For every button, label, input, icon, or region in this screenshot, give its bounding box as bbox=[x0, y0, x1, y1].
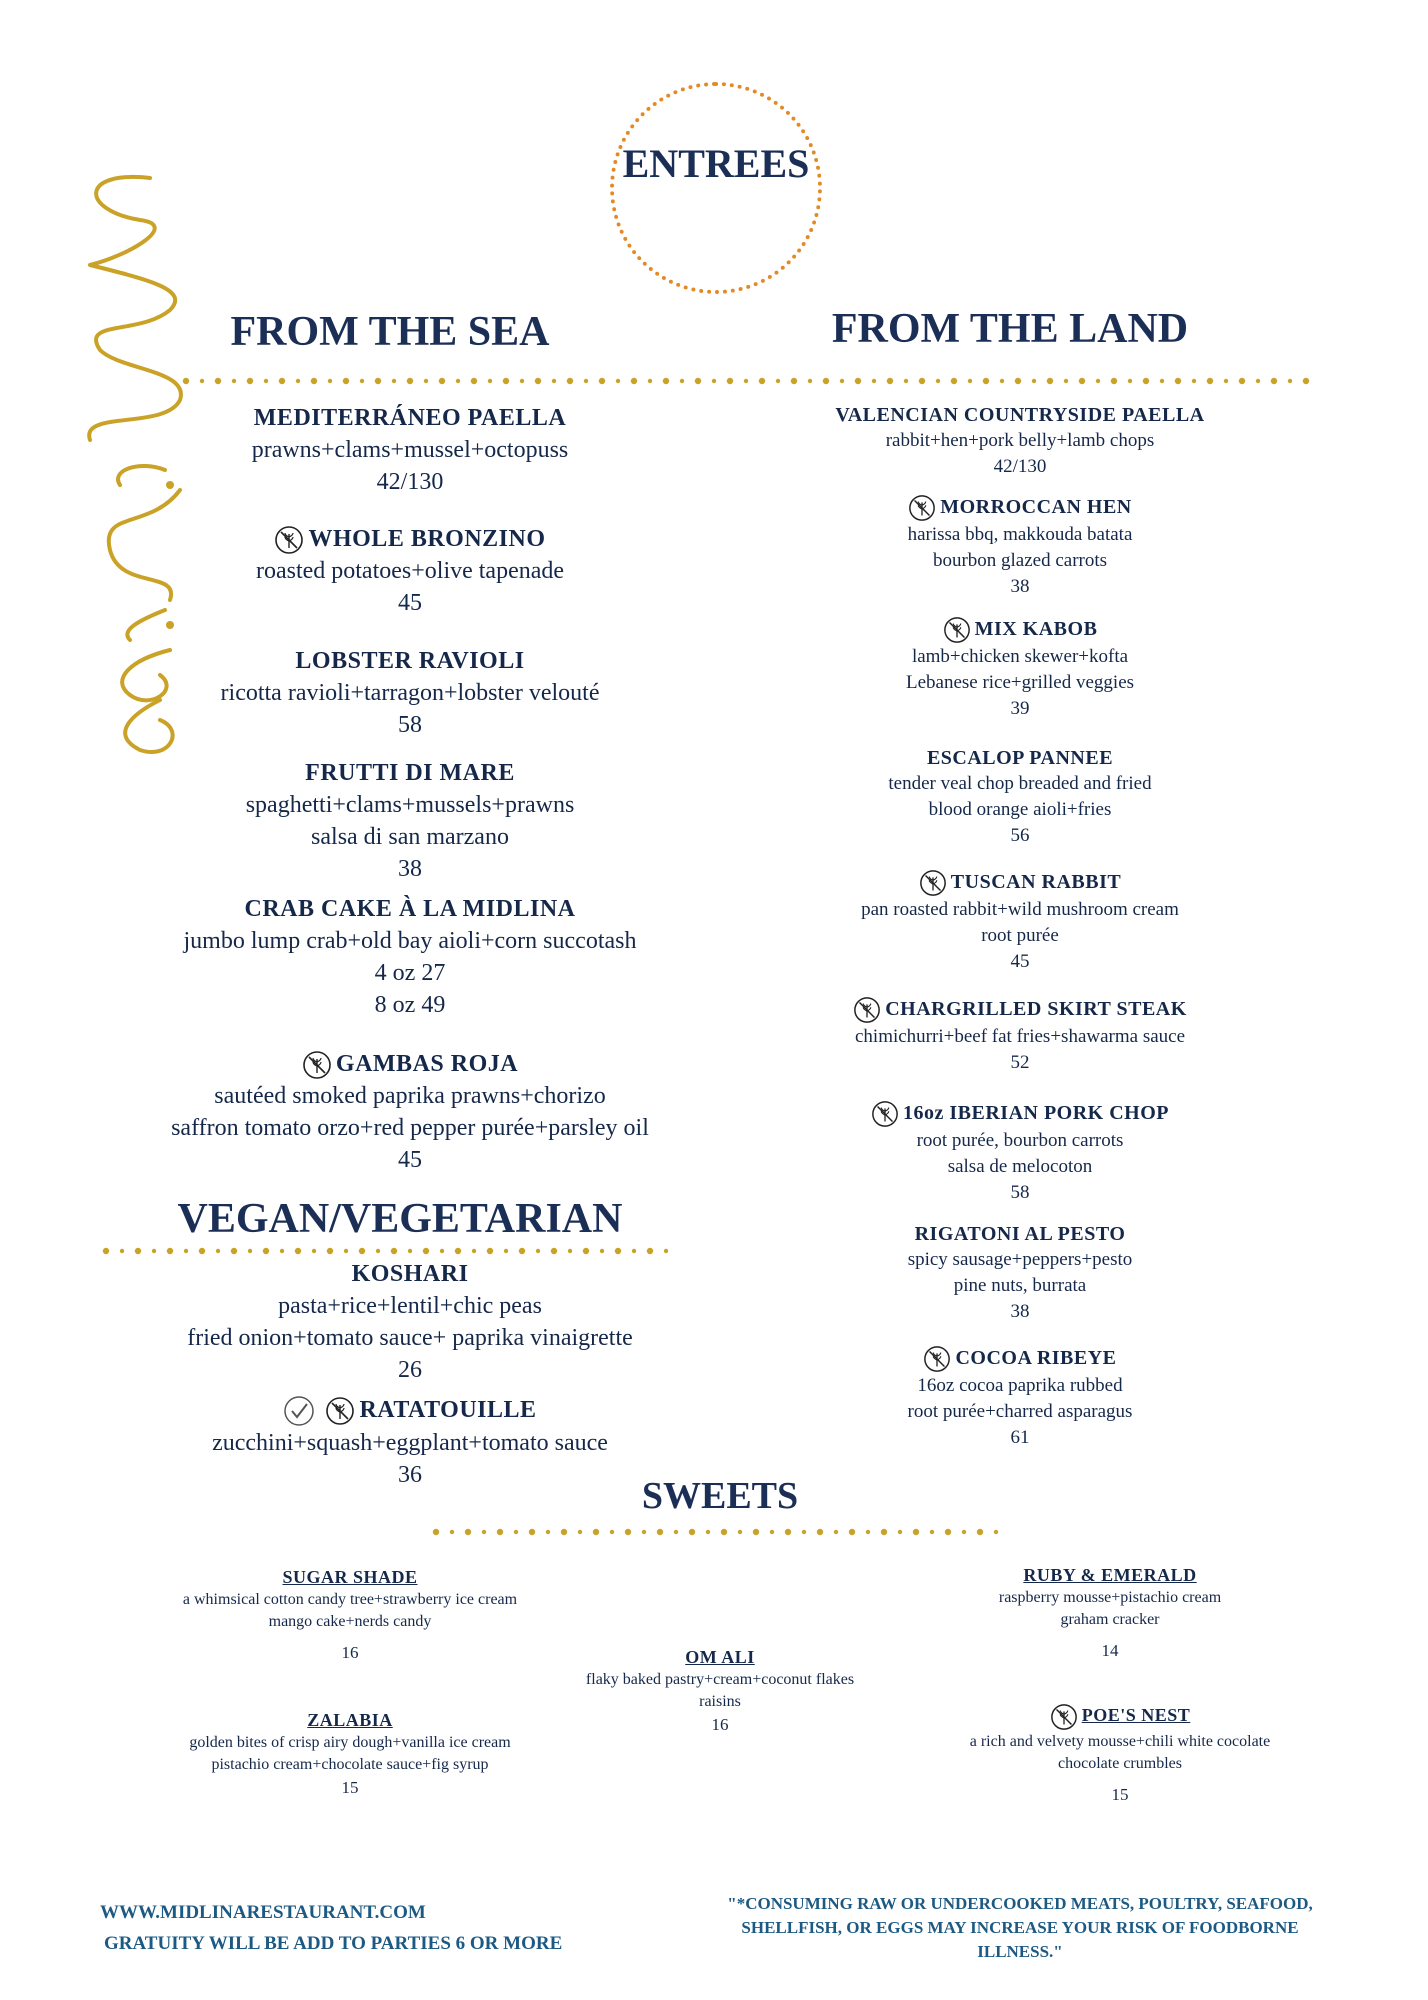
item-desc: fried onion+tomato sauce+ paprika vinaigrette bbox=[187, 1325, 633, 1351]
item-desc: pine nuts, burrata bbox=[953, 1275, 1087, 1296]
item-desc: 16oz cocoa paprika rubbed bbox=[917, 1375, 1123, 1397]
gluten-free-icon bbox=[908, 494, 936, 522]
item-name: KOSHARI bbox=[351, 1261, 469, 1287]
item-name: ESCALOP PANNEE bbox=[926, 747, 1114, 769]
land-item bbox=[800, 494, 1240, 600]
item-name: RIGATONI AL PESTO bbox=[914, 1223, 1126, 1245]
item-name: RATATOUILLE bbox=[359, 1397, 537, 1423]
item-price: 52 bbox=[1010, 1052, 1030, 1074]
sea-title: FROM THE SEA bbox=[230, 309, 550, 355]
gluten-free-icon bbox=[943, 616, 971, 644]
land-item bbox=[800, 1345, 1240, 1451]
item-desc: prawns+clams+mussel+octopuss bbox=[251, 437, 569, 463]
item-desc: rabbit+hen+pork belly+lamb chops bbox=[885, 430, 1155, 451]
item-name: ZALABIA bbox=[307, 1710, 393, 1730]
item-desc: zucchini+squash+eggplant+tomato sauce bbox=[212, 1430, 608, 1457]
item-desc: root purée+charred asparagus bbox=[907, 1401, 1133, 1423]
item-name: GAMBAS ROJA bbox=[335, 1051, 519, 1077]
land-item bbox=[800, 1221, 1240, 1325]
item-desc: saffron tomato orzo+red pepper purée+parsley oil bbox=[171, 1115, 649, 1142]
sea-item bbox=[130, 402, 690, 498]
land-title: FROM THE LAND bbox=[831, 306, 1189, 352]
item-desc: raspberry mousse+pistachio cream bbox=[998, 1589, 1222, 1606]
item-desc: root purée bbox=[981, 925, 1059, 947]
item-price: 8 oz 49 bbox=[374, 992, 446, 1018]
item-price: 26 bbox=[398, 1357, 422, 1383]
gluten-free-icon bbox=[871, 1100, 899, 1128]
gluten-free-icon bbox=[302, 1050, 332, 1080]
item-desc: a whimsical cotton candy tree+strawberry ice cream bbox=[182, 1591, 518, 1608]
item-price: 16 bbox=[341, 1643, 359, 1662]
sweet-item bbox=[540, 1645, 900, 1737]
item-price: 38 bbox=[1010, 576, 1030, 598]
land-item bbox=[800, 745, 1240, 849]
item-desc: spaghetti+clams+mussels+prawns bbox=[245, 792, 575, 818]
item-desc: pan roasted rabbit+wild mushroom cream bbox=[861, 899, 1179, 921]
item-price: 15 bbox=[341, 1778, 359, 1797]
sea-item bbox=[130, 645, 690, 741]
item-desc: flaky baked pastry+cream+coconut flakes bbox=[585, 1671, 855, 1688]
item-desc: ricotta ravioli+tarragon+lobster velouté bbox=[220, 680, 600, 706]
item-price: 45 bbox=[398, 1147, 422, 1174]
item-name: RUBY & EMERALD bbox=[1023, 1565, 1197, 1585]
item-price: 42/130 bbox=[376, 469, 444, 495]
item-desc: pistachio cream+chocolate sauce+fig syrup bbox=[211, 1756, 489, 1773]
page-title: ENTREES bbox=[622, 141, 810, 186]
vegan-icon bbox=[283, 1395, 315, 1427]
website-link[interactable]: WWW.MIDLINARESTAURANT.COM bbox=[100, 1902, 426, 1923]
gratuity-note: GRATUITY WILL BE ADD TO PARTIES 6 OR MORE bbox=[104, 1933, 563, 1954]
item-name: VALENCIAN COUNTRYSIDE PAELLA bbox=[835, 404, 1205, 426]
item-price: 45 bbox=[398, 590, 422, 617]
item-desc: tender veal chop breaded and fried bbox=[888, 773, 1152, 794]
gluten-free-icon bbox=[853, 996, 881, 1024]
vegan-divider bbox=[100, 1242, 680, 1254]
vegan-title: VEGAN/VEGETARIAN bbox=[177, 1196, 623, 1242]
item-price: 16 bbox=[711, 1715, 729, 1734]
item-desc: graham cracker bbox=[1060, 1611, 1160, 1628]
item-price: 38 bbox=[1010, 1301, 1030, 1322]
item-price: 42/130 bbox=[993, 456, 1047, 477]
item-desc: a rich and velvety mousse+chili white cocolate bbox=[969, 1733, 1271, 1750]
land-item bbox=[800, 869, 1240, 975]
sweet-item bbox=[100, 1565, 600, 1665]
sea-item bbox=[130, 757, 690, 885]
vegan-item bbox=[110, 1258, 710, 1386]
item-name: FRUTTI DI MARE bbox=[305, 760, 515, 786]
sweet-item bbox=[900, 1703, 1340, 1807]
item-desc: spicy sausage+peppers+pesto bbox=[907, 1249, 1133, 1270]
sweets-divider bbox=[430, 1523, 1010, 1535]
item-name: CHARGRILLED SKIRT STEAK bbox=[885, 998, 1187, 1020]
item-desc: jumbo lump crab+old bay aioli+corn succotash bbox=[183, 928, 637, 954]
item-price: 56 bbox=[1010, 825, 1030, 846]
land-item bbox=[800, 996, 1240, 1076]
item-name: COCOA RIBEYE bbox=[955, 1347, 1117, 1369]
item-price: 38 bbox=[398, 856, 422, 882]
item-name: OM ALI bbox=[685, 1647, 755, 1667]
item-desc: 4 oz 27 bbox=[374, 960, 446, 986]
sea-item bbox=[110, 893, 710, 1021]
gluten-free-icon bbox=[923, 1345, 951, 1373]
item-price: 58 bbox=[398, 712, 422, 738]
land-item bbox=[800, 402, 1240, 480]
item-price: 45 bbox=[1010, 951, 1030, 973]
land-item bbox=[800, 616, 1240, 722]
item-price: 58 bbox=[1010, 1182, 1030, 1204]
item-desc: harissa bbq, makkouda batata bbox=[907, 524, 1133, 546]
item-price: 15 bbox=[1111, 1785, 1129, 1804]
item-price: 39 bbox=[1010, 698, 1030, 720]
gluten-free-icon bbox=[919, 869, 947, 897]
item-price: 61 bbox=[1010, 1427, 1030, 1449]
item-desc: lamb+chicken skewer+kofta bbox=[911, 646, 1129, 668]
land-item bbox=[800, 1100, 1240, 1206]
gluten-free-icon bbox=[325, 1396, 355, 1426]
sweet-item bbox=[900, 1563, 1320, 1663]
item-desc: mango cake+nerds candy bbox=[268, 1613, 432, 1630]
sweet-item bbox=[100, 1708, 600, 1800]
item-desc: sautéed smoked paprika prawns+chorizo bbox=[214, 1083, 606, 1110]
item-name: MIX KABOB bbox=[974, 618, 1098, 640]
item-name: TUSCAN RABBIT bbox=[950, 871, 1122, 893]
sweets-title: SWEETS bbox=[641, 1475, 799, 1517]
item-price: 36 bbox=[398, 1462, 422, 1489]
sea-item bbox=[100, 1048, 720, 1176]
item-desc: root purée, bourbon carrots bbox=[916, 1130, 1124, 1152]
item-name: WHOLE BRONZINO bbox=[308, 526, 546, 552]
sea-item bbox=[130, 523, 690, 619]
item-name: MORROCCAN HEN bbox=[940, 496, 1132, 518]
item-desc: salsa de melocoton bbox=[947, 1156, 1093, 1178]
item-name: MEDITERRÁNEO PAELLA bbox=[253, 405, 567, 431]
item-name: SUGAR SHADE bbox=[282, 1567, 418, 1587]
item-desc: bourbon glazed carrots bbox=[932, 550, 1108, 572]
item-price: 14 bbox=[1101, 1641, 1119, 1660]
item-name: LOBSTER RAVIOLI bbox=[295, 648, 525, 674]
gluten-free-icon bbox=[274, 525, 304, 555]
item-desc: roasted potatoes+olive tapenade bbox=[255, 558, 565, 585]
item-desc: salsa di san marzano bbox=[311, 824, 509, 850]
title-circle bbox=[610, 82, 822, 294]
gluten-free-icon bbox=[1050, 1703, 1078, 1731]
item-desc: raisins bbox=[699, 1693, 741, 1710]
item-desc: chimichurri+beef fat fries+shawarma sauce bbox=[854, 1026, 1186, 1048]
item-desc: Lebanese rice+grilled veggies bbox=[905, 672, 1135, 694]
item-name: CRAB CAKE À LA MIDLINA bbox=[244, 896, 576, 922]
item-desc: golden bites of crisp airy dough+vanilla ice cream bbox=[189, 1734, 511, 1751]
foodborne-warning: "*CONSUMING RAW OR UNDERCOOKED MEATS, POULTRY, SEAFOOD, SHELLFISH, OR EGGS MAY INCREASE YOUR RISK OF FOODBORNE ILLNESS." bbox=[727, 1894, 1313, 1961]
item-desc: blood orange aioli+fries bbox=[928, 799, 1112, 820]
item-name: 16oz IBERIAN PORK CHOP bbox=[903, 1102, 1169, 1124]
item-desc: chocolate crumbles bbox=[1058, 1755, 1182, 1772]
sea-land-divider bbox=[180, 372, 1330, 384]
item-name: POE'S NEST bbox=[1081, 1705, 1191, 1726]
item-desc: pasta+rice+lentil+chic peas bbox=[278, 1293, 542, 1319]
